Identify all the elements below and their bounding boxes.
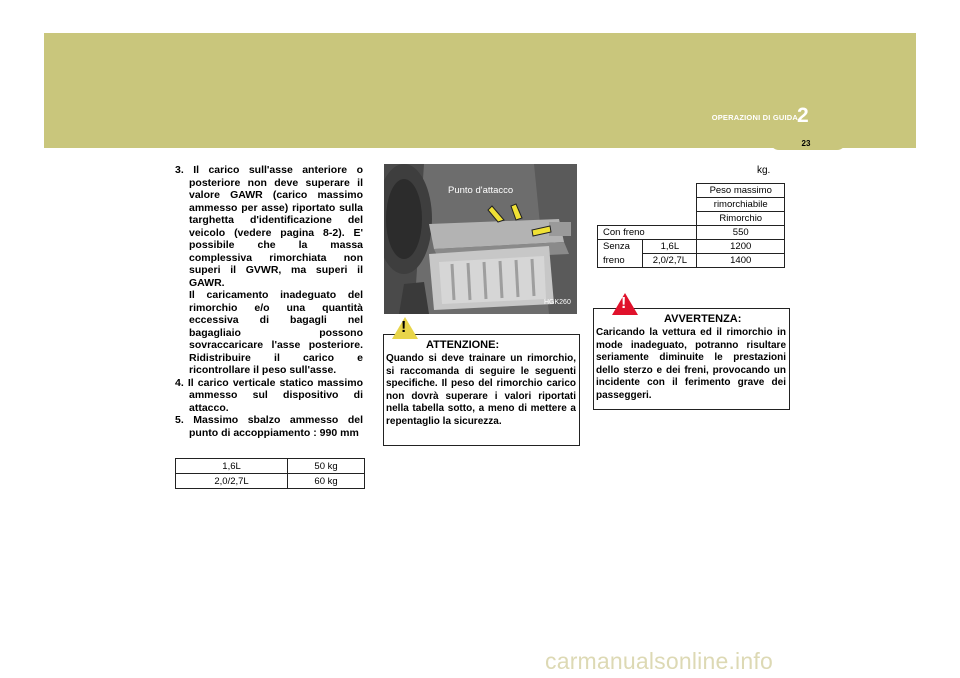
header-band — [44, 33, 916, 148]
table-header: Peso massimo — [697, 184, 785, 198]
table-cell: Senza — [598, 240, 643, 254]
figure-code: HGK260 — [544, 299, 571, 306]
table-row — [598, 198, 785, 212]
figure-label: Punto d'attacco — [448, 185, 514, 196]
table-cell: 60 kg — [288, 474, 365, 489]
table-row — [598, 184, 785, 198]
warning-text: Caricando la vettura ed il rimorchio in mode inadeguato, potranno risultare seriamente diminuite le prestazioni dello sterzo e dei freni, provocando un incidente con il ferimento grave dei passeggeri. — [596, 327, 786, 401]
table-cell-empty — [598, 212, 697, 226]
unit-label: kg. — [757, 165, 771, 176]
table-cell: 2,0/2,7L — [643, 254, 697, 268]
list-item: 4. Il carico verticale statico massimo ammesso sul dispositivo di attacco. — [175, 376, 363, 414]
page-number: 23 — [801, 139, 811, 148]
table-cell-empty — [598, 198, 697, 212]
attention-title: ATTENZIONE: — [426, 339, 500, 351]
table-cell: 1,6L — [643, 240, 697, 254]
attention-warning-icon: ! — [392, 317, 418, 339]
list-item: 3. Il carico sull'asse anteriore o posteriore non deve superare il valore GAWR (carico massimo ammesso per asse) riportato sulla targhetta d'identificazione del veicolo (vedere pagina 8-2). E' possibile che la massa complessiva rimorchiata non superi il GVWR, ma superi il GAWR. — [175, 164, 363, 289]
chapter-number: 2 — [797, 104, 809, 127]
warning-icon: ! — [612, 293, 638, 315]
table-row — [176, 459, 365, 474]
table-row — [598, 240, 785, 254]
list-item: 5. Massimo sbalzo ammesso del punto di accoppiamento : 990 mm — [175, 414, 363, 439]
table-header: Rimorchio — [697, 212, 785, 226]
watermark: carmanualsonline.info — [545, 648, 773, 674]
table-row — [598, 226, 785, 240]
table-cell-empty — [598, 184, 697, 198]
warning-title: AVVERTENZA: — [664, 313, 742, 325]
table-row — [176, 474, 365, 489]
tongue-load-table — [175, 458, 365, 489]
table-row — [598, 212, 785, 226]
table-cell: 550 — [697, 226, 785, 240]
table-cell: 50 kg — [288, 459, 365, 474]
table-header: rimorchiabile — [697, 198, 785, 212]
table-cell: 2,0/2,7L — [176, 474, 288, 489]
hitch-photo — [384, 164, 577, 314]
table-cell: 1400 — [697, 254, 785, 268]
table-cell: Con freno — [598, 226, 697, 240]
warning-box — [593, 295, 790, 410]
towing-capacity-table — [597, 183, 785, 268]
attention-text: Quando si deve trainare un rimorchio, si raccomanda di seguire le seguenti specifiche. Il peso del rimorchio carico non dovrà superare i valori riportati nella tabella sotto, a meno di mettere a repentaglio la sicurezza. — [386, 353, 576, 427]
table-row — [598, 254, 785, 268]
left-column-text — [175, 164, 363, 439]
attention-box — [383, 319, 580, 446]
list-item: Il caricamento inadeguato del rimorchio e/o una quantità eccessiva di bagagli nel bagagliaio possono sovraccaricare l'asse posteriore. Ridistribuire il carico e ricontrollare il peso sull'asse. — [189, 289, 363, 376]
chapter-label: OPERAZIONI DI GUIDA — [711, 113, 798, 122]
table-cell: 1,6L — [176, 459, 288, 474]
table-cell: freno — [598, 254, 643, 268]
table-cell: 1200 — [697, 240, 785, 254]
